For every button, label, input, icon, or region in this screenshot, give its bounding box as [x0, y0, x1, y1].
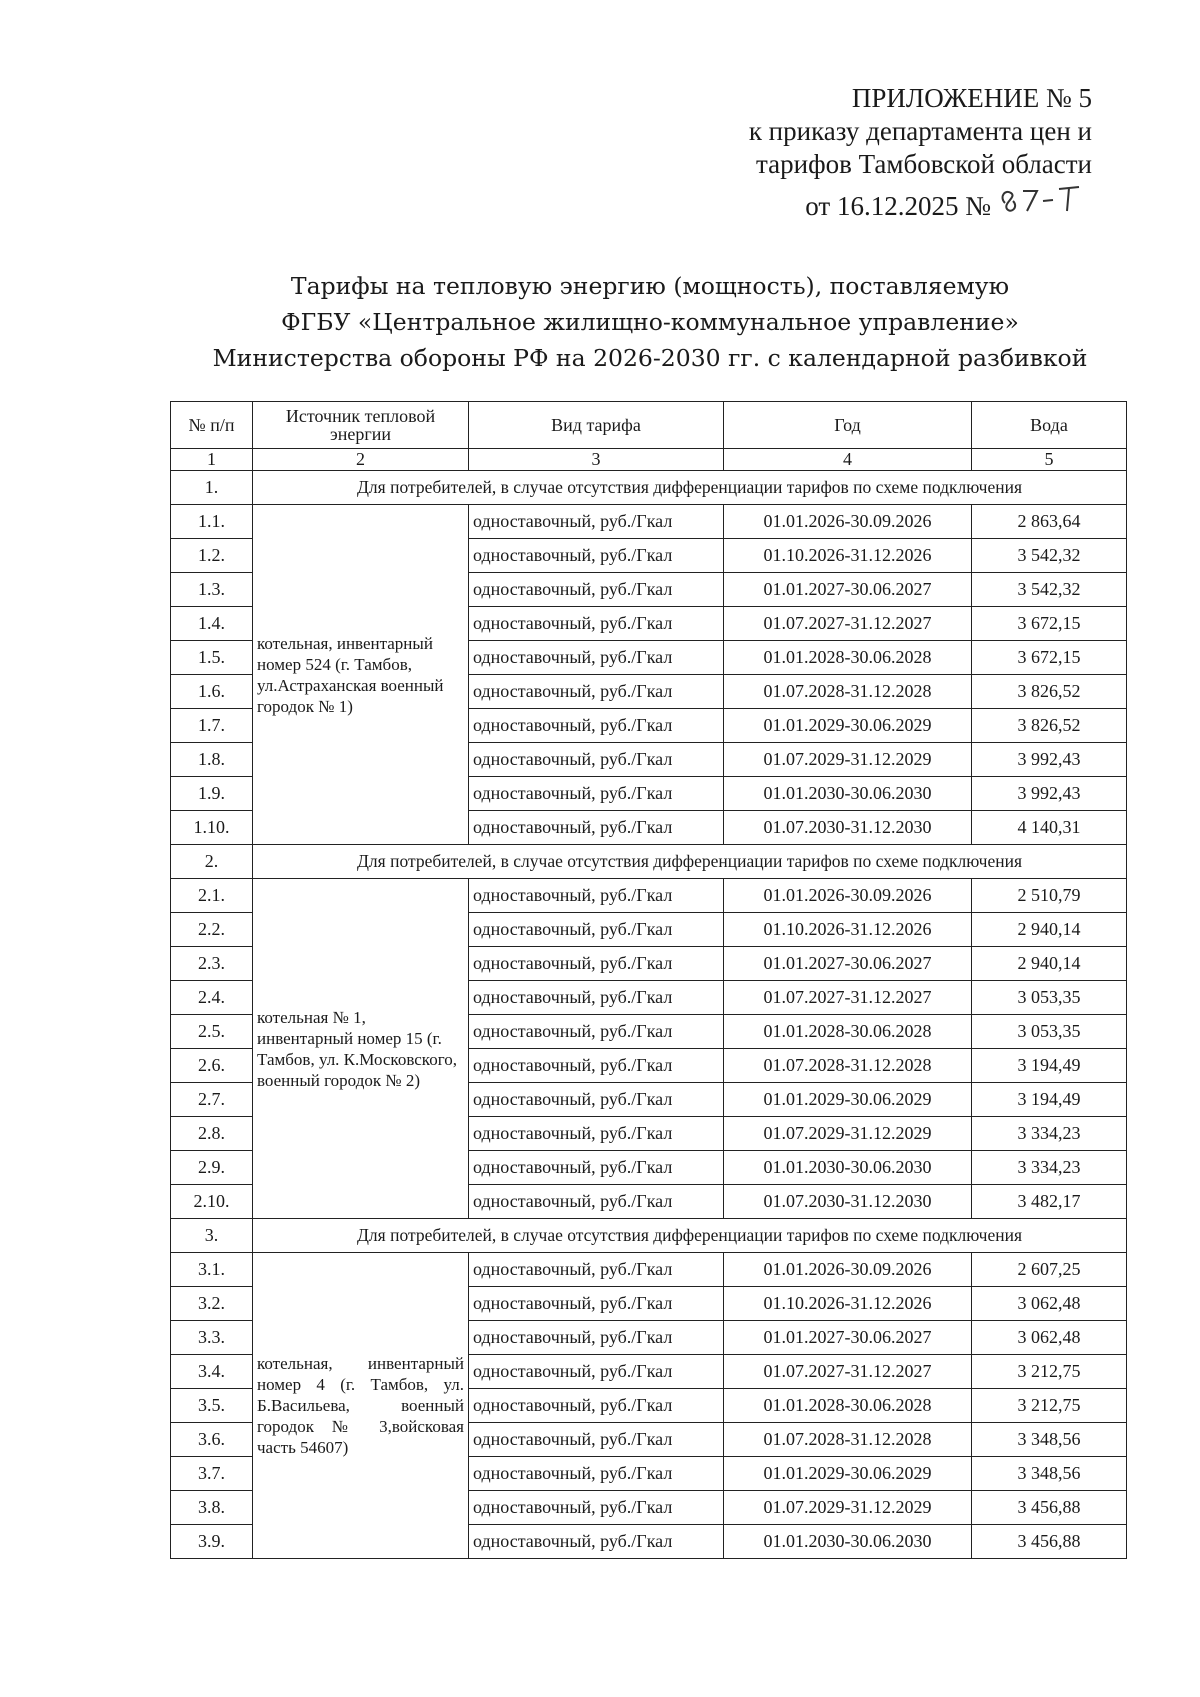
row-number: 2.8.: [171, 1117, 253, 1151]
period-cell: 01.01.2030-30.06.2030: [724, 777, 972, 811]
row-number: 3.1.: [171, 1253, 253, 1287]
row-number: 2.1.: [171, 879, 253, 913]
water-tariff-value: 3 482,17: [972, 1185, 1127, 1219]
tariff-type-cell: одноставочный, руб./Гкал: [469, 913, 724, 947]
header-water: Вода: [972, 402, 1127, 449]
tariff-type-cell: одноставочный, руб./Гкал: [469, 539, 724, 573]
appendix-title: ПРИЛОЖЕНИЕ № 5: [851, 83, 1092, 113]
group-number: 3.: [171, 1219, 253, 1253]
period-cell: 01.10.2026-31.12.2026: [724, 1287, 972, 1321]
period-cell: 01.01.2029-30.06.2029: [724, 1083, 972, 1117]
water-tariff-value: 3 348,56: [972, 1423, 1127, 1457]
row-number: 2.5.: [171, 1015, 253, 1049]
period-cell: 01.01.2027-30.06.2027: [724, 947, 972, 981]
row-number: 1.6.: [171, 675, 253, 709]
tariff-type-cell: одноставочный, руб./Гкал: [469, 1321, 724, 1355]
column-number: 2: [253, 449, 469, 471]
column-number: 5: [972, 449, 1127, 471]
row-number: 1.7.: [171, 709, 253, 743]
group-row: [171, 845, 1127, 879]
tariff-type-cell: одноставочный, руб./Гкал: [469, 1389, 724, 1423]
tariff-type-cell: одноставочный, руб./Гкал: [469, 1049, 724, 1083]
row-number: 3.3.: [171, 1321, 253, 1355]
row-number: 3.8.: [171, 1491, 253, 1525]
row-number: 2.7.: [171, 1083, 253, 1117]
heat-source-cell: котельная, инвентарный номер 524 (г. Тамбов, ул.Астраханская военный городок № 1): [253, 505, 469, 845]
tariff-type-cell: одноставочный, руб./Гкал: [469, 1015, 724, 1049]
period-cell: 01.01.2027-30.06.2027: [724, 1321, 972, 1355]
period-cell: 01.01.2027-30.06.2027: [724, 573, 972, 607]
appendix-header: [572, 82, 1092, 223]
tariff-type-cell: одноставочный, руб./Гкал: [469, 1151, 724, 1185]
title-line-2: ФГБУ «Центральное жилищно-коммунальное управление»: [281, 308, 1019, 336]
water-tariff-value: 3 212,75: [972, 1389, 1127, 1423]
tariff-type-cell: одноставочный, руб./Гкал: [469, 675, 724, 709]
water-tariff-value: 4 140,31: [972, 811, 1127, 845]
tariff-type-cell: одноставочный, руб./Гкал: [469, 1287, 724, 1321]
water-tariff-value: 3 053,35: [972, 1015, 1127, 1049]
tariff-type-cell: одноставочный, руб./Гкал: [469, 811, 724, 845]
period-cell: 01.01.2030-30.06.2030: [724, 1525, 972, 1559]
period-cell: 01.07.2030-31.12.2030: [724, 1185, 972, 1219]
row-number: 1.3.: [171, 573, 253, 607]
water-tariff-value: 2 940,14: [972, 913, 1127, 947]
water-tariff-value: 3 826,52: [972, 675, 1127, 709]
water-tariff-value: 3 992,43: [972, 743, 1127, 777]
tariff-type-cell: одноставочный, руб./Гкал: [469, 1355, 724, 1389]
water-tariff-value: 3 334,23: [972, 1117, 1127, 1151]
appendix-date-line: [805, 181, 1092, 223]
row-number: 2.3.: [171, 947, 253, 981]
tariff-type-cell: одноставочный, руб./Гкал: [469, 709, 724, 743]
column-number-row: [171, 449, 1127, 471]
tariff-type-cell: одноставочный, руб./Гкал: [469, 641, 724, 675]
row-number: 2.6.: [171, 1049, 253, 1083]
period-cell: 01.10.2026-31.12.2026: [724, 539, 972, 573]
row-number: 1.8.: [171, 743, 253, 777]
water-tariff-value: 3 672,15: [972, 641, 1127, 675]
tariff-type-cell: одноставочный, руб./Гкал: [469, 505, 724, 539]
group-number: 1.: [171, 471, 253, 505]
tariff-type-cell: одноставочный, руб./Гкал: [469, 1185, 724, 1219]
water-tariff-value: 3 348,56: [972, 1457, 1127, 1491]
title-line-1: Тарифы на тепловую энергию (мощность), поставляемую: [290, 272, 1010, 300]
period-cell: 01.01.2028-30.06.2028: [724, 641, 972, 675]
tariff-type-cell: одноставочный, руб./Гкал: [469, 1117, 724, 1151]
row-number: 1.9.: [171, 777, 253, 811]
period-cell: 01.01.2029-30.06.2029: [724, 709, 972, 743]
appendix-date: от 16.12.2025 №: [805, 191, 991, 221]
period-cell: 01.07.2027-31.12.2027: [724, 607, 972, 641]
column-number: 4: [724, 449, 972, 471]
period-cell: 01.07.2027-31.12.2027: [724, 1355, 972, 1389]
header-tariff-type: Вид тарифа: [469, 402, 724, 449]
group-label: Для потребителей, в случае отсутствия дифференциации тарифов по схеме подключения: [253, 471, 1127, 505]
water-tariff-value: 3 542,32: [972, 539, 1127, 573]
tariff-type-cell: одноставочный, руб./Гкал: [469, 573, 724, 607]
row-number: 3.6.: [171, 1423, 253, 1457]
group-row: [171, 471, 1127, 505]
row-number: 3.9.: [171, 1525, 253, 1559]
period-cell: 01.07.2030-31.12.2030: [724, 811, 972, 845]
water-tariff-value: 3 194,49: [972, 1083, 1127, 1117]
row-number: 3.4.: [171, 1355, 253, 1389]
row-number: 3.2.: [171, 1287, 253, 1321]
water-tariff-value: 3 334,23: [972, 1151, 1127, 1185]
tariff-type-cell: одноставочный, руб./Гкал: [469, 981, 724, 1015]
period-cell: 01.01.2028-30.06.2028: [724, 1389, 972, 1423]
period-cell: 01.07.2028-31.12.2028: [724, 1049, 972, 1083]
row-number: 2.4.: [171, 981, 253, 1015]
water-tariff-value: 2 863,64: [972, 505, 1127, 539]
water-tariff-value: 3 826,52: [972, 709, 1127, 743]
water-tariff-value: 3 672,15: [972, 607, 1127, 641]
period-cell: 01.01.2029-30.06.2029: [724, 1457, 972, 1491]
water-tariff-value: 3 194,49: [972, 1049, 1127, 1083]
group-number: 2.: [171, 845, 253, 879]
column-number: 3: [469, 449, 724, 471]
row-number: 1.5.: [171, 641, 253, 675]
period-cell: 01.01.2030-30.06.2030: [724, 1151, 972, 1185]
period-cell: 01.01.2028-30.06.2028: [724, 1015, 972, 1049]
appendix-order-line: к приказу департамента цен и: [748, 116, 1092, 146]
group-label: Для потребителей, в случае отсутствия дифференциации тарифов по схеме подключения: [253, 845, 1127, 879]
water-tariff-value: 3 456,88: [972, 1525, 1127, 1559]
period-cell: 01.01.2026-30.09.2026: [724, 1253, 972, 1287]
row-number: 3.5.: [171, 1389, 253, 1423]
handwritten-order-number: [997, 181, 1092, 215]
appendix-department-line: тарифов Тамбовской области: [756, 149, 1092, 179]
tariff-type-cell: одноставочный, руб./Гкал: [469, 1491, 724, 1525]
row-number: 1.2.: [171, 539, 253, 573]
row-number: 2.2.: [171, 913, 253, 947]
tariff-type-cell: одноставочный, руб./Гкал: [469, 777, 724, 811]
period-cell: 01.07.2028-31.12.2028: [724, 675, 972, 709]
water-tariff-value: 3 053,35: [972, 981, 1127, 1015]
water-tariff-value: 3 062,48: [972, 1287, 1127, 1321]
water-tariff-value: 2 510,79: [972, 879, 1127, 913]
row-number: 1.10.: [171, 811, 253, 845]
tariff-type-cell: одноставочный, руб./Гкал: [469, 1253, 724, 1287]
group-label: Для потребителей, в случае отсутствия дифференциации тарифов по схеме подключения: [253, 1219, 1127, 1253]
water-tariff-value: 3 992,43: [972, 777, 1127, 811]
water-tariff-value: 3 212,75: [972, 1355, 1127, 1389]
table-row: [171, 1253, 1127, 1287]
period-cell: 01.07.2028-31.12.2028: [724, 1423, 972, 1457]
header-row: [171, 402, 1127, 449]
tariff-type-cell: одноставочный, руб./Гкал: [469, 1457, 724, 1491]
row-number: 1.1.: [171, 505, 253, 539]
tariff-type-cell: одноставочный, руб./Гкал: [469, 607, 724, 641]
period-cell: 01.07.2029-31.12.2029: [724, 1117, 972, 1151]
heat-source-cell: котельная № 1, инвентарный номер 15 (г. Тамбов, ул. К.Московского, военный городок № 2): [253, 879, 469, 1219]
period-cell: 01.07.2029-31.12.2029: [724, 743, 972, 777]
tariff-type-cell: одноставочный, руб./Гкал: [469, 879, 724, 913]
heat-source-cell: котельная, инвентарный номер 4 (г. Тамбов, ул. Б.Васильева, военный городок № 3,войсковая часть 54607): [253, 1253, 469, 1559]
table-row: [171, 879, 1127, 913]
period-cell: 01.01.2026-30.09.2026: [724, 879, 972, 913]
tariff-table-body: [171, 471, 1127, 1559]
tariff-type-cell: одноставочный, руб./Гкал: [469, 1423, 724, 1457]
tariff-type-cell: одноставочный, руб./Гкал: [469, 1525, 724, 1559]
water-tariff-value: 2 607,25: [972, 1253, 1127, 1287]
period-cell: 01.07.2027-31.12.2027: [724, 981, 972, 1015]
tariff-type-cell: одноставочный, руб./Гкал: [469, 743, 724, 777]
period-cell: 01.07.2029-31.12.2029: [724, 1491, 972, 1525]
document-title: [160, 268, 1140, 376]
tariff-type-cell: одноставочный, руб./Гкал: [469, 947, 724, 981]
row-number: 1.4.: [171, 607, 253, 641]
period-cell: 01.01.2026-30.09.2026: [724, 505, 972, 539]
water-tariff-value: 2 940,14: [972, 947, 1127, 981]
column-number: 1: [171, 449, 253, 471]
period-cell: 01.10.2026-31.12.2026: [724, 913, 972, 947]
row-number: 2.9.: [171, 1151, 253, 1185]
row-number: 3.7.: [171, 1457, 253, 1491]
group-row: [171, 1219, 1127, 1253]
header-source: Источник тепловой энергии: [253, 402, 469, 449]
water-tariff-value: 3 062,48: [972, 1321, 1127, 1355]
row-number: 2.10.: [171, 1185, 253, 1219]
tariff-type-cell: одноставочный, руб./Гкал: [469, 1083, 724, 1117]
tariff-table: [170, 401, 1127, 1559]
header-year: Год: [724, 402, 972, 449]
table-row: [171, 505, 1127, 539]
title-line-3: Министерства обороны РФ на 2026-2030 гг. с календарной разбивкой: [212, 344, 1088, 372]
water-tariff-value: 3 542,32: [972, 573, 1127, 607]
water-tariff-value: 3 456,88: [972, 1491, 1127, 1525]
header-number: № п/п: [171, 402, 253, 449]
